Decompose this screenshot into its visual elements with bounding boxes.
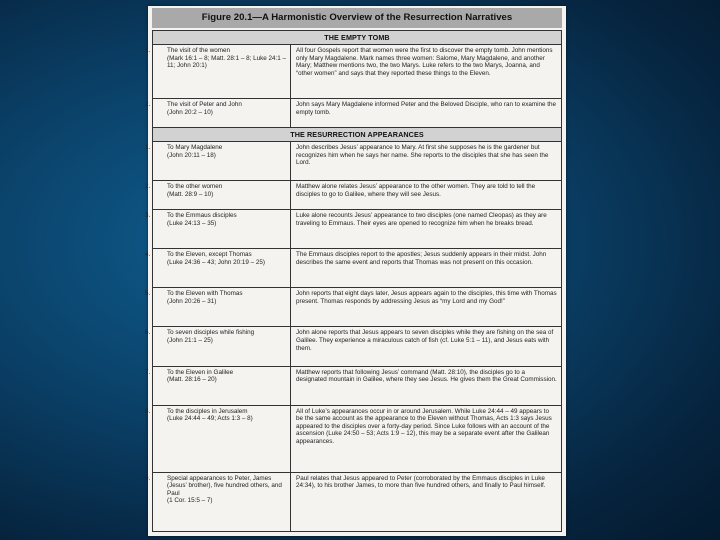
- row-references: (John 20:26 – 31): [167, 297, 217, 305]
- row-description: John reports that eight days later, Jesus appears again to the disciples, this time with Thomas present. Thomas responds by addressing Jesus as “my Lord and my God!”: [296, 290, 557, 305]
- row-references: (John 21:1 – 25): [167, 337, 213, 345]
- row-references: (Mark 16:1 – 8; Matt. 28:1 – 8; Luke 24:1 – 11; John 20:1): [167, 54, 287, 70]
- table-row: [145, 210, 561, 249]
- event-cell: [145, 249, 291, 287]
- event-cell: [145, 142, 291, 180]
- section-heading-empty-tomb: THE EMPTY TOMB: [153, 31, 561, 45]
- row-title: To the Emmaus disciples: [167, 212, 237, 220]
- row-description: The Emmaus disciples report to the apostles; Jesus suddenly appears in their midst. John describes the same event and reports that Thomas was not present on this occasion.: [296, 251, 547, 266]
- event-cell: [145, 367, 291, 405]
- event-cell: [145, 327, 291, 365]
- row-references: (John 20:11 – 18): [167, 151, 216, 159]
- row-references: (Matt. 28:16 – 20): [167, 376, 217, 384]
- row-references: (1 Cor. 15:5 – 7): [167, 497, 213, 505]
- row-description: John alone reports that Jesus appears to seven disciples while they are fishing on the sea of Galilee. They experience a miraculous catch of fish (cf. Luke 5:1 – 11), and Jesus eats with them.: [296, 329, 554, 352]
- row-description: John says Mary Magdalene informed Peter and the Beloved Disciple, who ran to examine the empty tomb.: [296, 101, 557, 116]
- table-row: [145, 473, 561, 531]
- row-number: 8.: [145, 407, 151, 415]
- event-cell: [145, 181, 291, 209]
- table-row: [145, 249, 561, 288]
- table-row: [145, 45, 561, 99]
- row-number: 1.: [145, 47, 151, 54]
- row-description: Luke alone recounts Jesus’ appearance to two disciples (one named Cleopas) as they are traveling to Emmaus. Their eyes are opened to recognize him when he breaks bread.: [296, 212, 547, 227]
- table-row: [145, 142, 561, 181]
- event-cell: [145, 473, 291, 531]
- row-number: 9.: [145, 474, 151, 482]
- row-number: 7.: [145, 368, 151, 376]
- row-references: (Luke 24:36 – 43; John 20:19 – 25): [167, 258, 266, 266]
- row-description: Paul relates that Jesus appeared to Peter (corroborated by the Emmaus disciples in Luke 24:34), to his brother James, to more than five hundred others, and finally to Paul himself.: [296, 474, 546, 490]
- row-title: To the Eleven with Thomas: [167, 290, 243, 298]
- table-row: [145, 288, 561, 327]
- row-number: 4.: [145, 251, 151, 259]
- row-number: 2.: [145, 101, 151, 109]
- row-description: John describes Jesus’ appearance to Mary. At first she supposes he is the gardener but recognizes him when he says her name. She reports to the disciples that she has seen the Lord.: [296, 144, 549, 167]
- row-number: 1.: [145, 144, 151, 152]
- row-title: The visit of the women: [167, 47, 230, 54]
- table-row: [145, 406, 561, 473]
- document-page: [145, 6, 566, 536]
- event-cell: [145, 45, 291, 98]
- section-heading-resurrection-appearances: THE RESURRECTION APPEARANCES: [153, 128, 561, 142]
- table-row: [145, 181, 561, 210]
- event-cell: [145, 288, 291, 326]
- row-description: Matthew reports that following Jesus’ command (Matt. 28:10), the disciples go to a designated mountain in Galilee, where they see Jesus. He gives them the Great Commission.: [296, 368, 557, 384]
- row-references: (Luke 24:13 – 35): [167, 219, 217, 227]
- row-description: All four Gospels report that women were the first to discover the empty tomb. John mentions only Mary Magdalene. Mark names three women: Salome, Mary Magdalene, and another Mary; Matthew mentions two, the two Marys. Luke refers to the two Marys, Joanna, and “other women” and says that they reported these things to the Eleven.: [296, 47, 553, 77]
- event-cell: [145, 210, 291, 248]
- table-row: [145, 327, 561, 366]
- row-title: Special appearances to Peter, James (Jesus’ brother), five hundred others, and Paul: [167, 474, 282, 497]
- row-title: To the other women: [167, 183, 223, 191]
- row-title: To the disciples in Jerusalem: [167, 407, 248, 415]
- row-title: To the Eleven in Galilee: [167, 368, 234, 376]
- row-references: (Luke 24:44 – 49; Acts 1:3 – 8): [167, 415, 253, 423]
- row-references: (Matt. 28:9 – 10): [167, 190, 214, 198]
- row-number: 2.: [145, 183, 151, 191]
- table-row: [145, 99, 561, 128]
- table-row: [145, 367, 561, 406]
- row-number: 6.: [145, 329, 151, 337]
- row-number: 3.: [145, 212, 151, 220]
- row-title: The visit of Peter and John: [167, 101, 242, 109]
- row-title: To Mary Magdalene: [167, 144, 223, 152]
- row-number: 5.: [145, 290, 151, 298]
- event-cell: [145, 99, 291, 127]
- row-references: (John 20:2 – 10): [167, 108, 213, 116]
- row-title: To seven disciples while fishing: [167, 329, 255, 337]
- narratives-table: [145, 30, 562, 532]
- event-cell: [145, 406, 291, 472]
- row-title: To the Eleven, except Thomas: [167, 251, 252, 259]
- figure-title: Figure 20.1—A Harmonistic Overview of the Resurrection Narratives: [152, 8, 562, 28]
- row-description: All of Luke’s appearances occur in or around Jerusalem. While Luke 24:44 – 49 appears to be the same account as the appearance to the Eleven without Thomas, Acts 1:3 says Jesus appeared to the disciples over a forty-day period. Since Luke follows with an account of the ascension (Luke 24:50 – 53; Acts 1:9 – 12), this may be a separate event after the Galilean appearances.: [296, 407, 552, 445]
- row-description: Matthew alone relates Jesus’ appearance to the other women. They are told to tell the disciples to go to Galilee, where they will see Jesus.: [296, 183, 536, 198]
